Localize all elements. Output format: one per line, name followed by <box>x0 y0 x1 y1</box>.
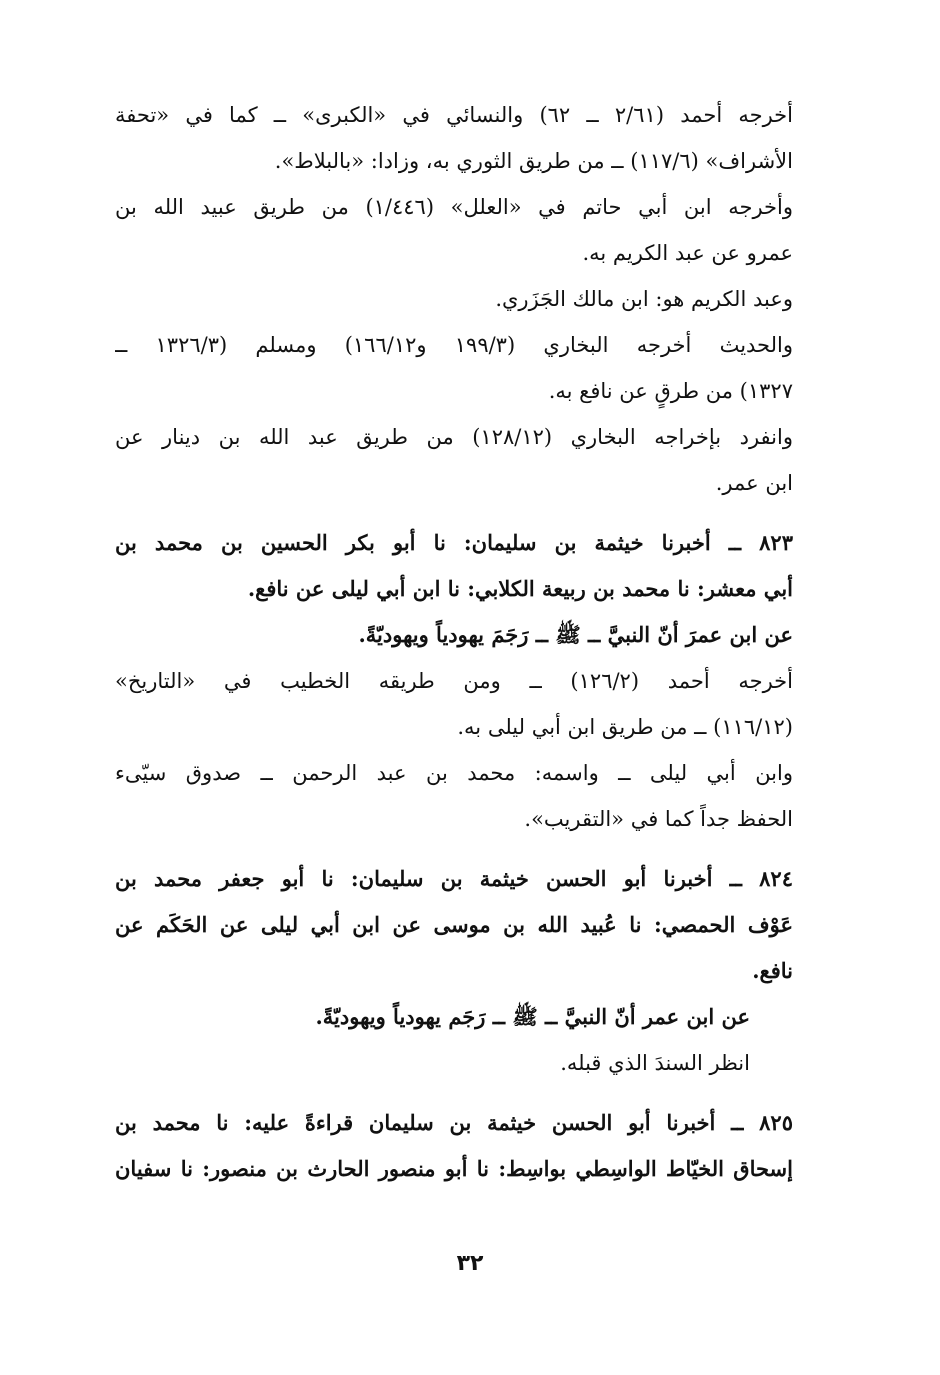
footnote-paragraph <box>115 322 815 414</box>
text-line: وابن أبي ليلى ــ واسمه: محمد بن عبد الرحمن ــ صدوق سيّىء <box>115 761 793 785</box>
text-line: ٨٢٣ ــ أخبرنا خيثمة بن سليمان: نا أبو بكر الحسين بن محمد بن <box>115 530 793 555</box>
text-line: الحفظ جداً كما في «التقريب». <box>524 807 793 831</box>
text-line: ١٣٢٧) من طرقٍ عن نافع به. <box>548 379 793 403</box>
footnote-paragraph <box>115 658 815 750</box>
page-number: ٣٢ <box>456 1251 484 1276</box>
text-line: إسحاق الخيّاط الواسِطي بواسِط: نا أبو منصور الحارث بن منصور: نا سفيان <box>115 1156 793 1181</box>
section-gap <box>115 1086 815 1100</box>
text-line: ٨٢٤ ــ أخبرنا أبو الحسن خيثمة بن سليمان: نا أبو جعفر محمد بن <box>115 866 793 891</box>
text-line: عن ابن عمر أنّ النبيَّ ــ ﷺ ــ رَجَم يهودياً ويهوديّةً. <box>315 1004 750 1029</box>
footnote-paragraph <box>115 414 815 506</box>
text-line: الأشراف» (١١٧/٦) ــ من طريق الثوري به، وزادا: «بالبلاط». <box>274 149 793 173</box>
footnote-paragraph <box>115 276 815 322</box>
hadith-matn <box>115 612 815 658</box>
text-line: وأخرجه ابن أبي حاتم في «العلل» (١/٤٤٦) من طريق عبيد الله بن <box>115 195 793 219</box>
footnote-paragraph <box>115 92 815 184</box>
hadith-matn <box>115 994 815 1040</box>
footnote-paragraph <box>115 184 815 276</box>
hadith-isnad <box>115 856 815 994</box>
page-body <box>115 92 815 1192</box>
section-gap <box>115 842 815 856</box>
footnote-paragraph <box>115 750 815 842</box>
section-gap <box>115 506 815 520</box>
text-line: أبي معشر: نا محمد بن ربيعة الكلابي: نا ابن أبي ليلى عن نافع. <box>247 576 793 601</box>
text-line: نافع. <box>752 958 793 983</box>
text-line: والحديث أخرجه البخاري (١٩٩/٣ و١٦٦/١٢) ومسلم (١٣٢٦/٣ ــ <box>115 333 793 357</box>
hadith-isnad <box>115 520 815 612</box>
text-line: أخرجه أحمد (٢/٦١ ــ ٦٢) والنسائي في «الكبرى» ــ كما في «تحفة <box>115 103 793 127</box>
text-line: أخرجه أحمد (١٢٦/٢) ــ ومن طريقه الخطيب في «التاريخ» <box>115 669 793 693</box>
text-line: ابن عمر. <box>715 471 793 495</box>
text-line: عمرو عن عبد الكريم به. <box>582 241 793 265</box>
text-line: عَوْف الحمصي: نا عُبيد الله بن موسى عن ابن أبي ليلى عن الحَكَم عن <box>115 912 793 937</box>
text-line: عن ابن عمرَ أنّ النبيَّ ــ ﷺ ــ رَجَمَ يهودياً ويهوديّةً. <box>358 622 793 647</box>
footnote-paragraph <box>115 1040 815 1086</box>
text-line: وانفرد بإخراجه البخاري (١٢٨/١٢) من طريق عبد الله بن دينار عن <box>115 425 793 449</box>
text-line: انظر السندَ الذي قبله. <box>560 1051 750 1075</box>
text-line: ٨٢٥ ــ أخبرنا أبو الحسن خيثمة بن سليمان قراءةً عليه: نا محمد بن <box>115 1110 793 1135</box>
text-line: (١١٦/١٢) ــ من طريق ابن أبي ليلى به. <box>457 715 793 739</box>
hadith-isnad <box>115 1100 815 1192</box>
text-line: وعبد الكريم هو: ابن مالك الجَزَري. <box>495 287 793 311</box>
